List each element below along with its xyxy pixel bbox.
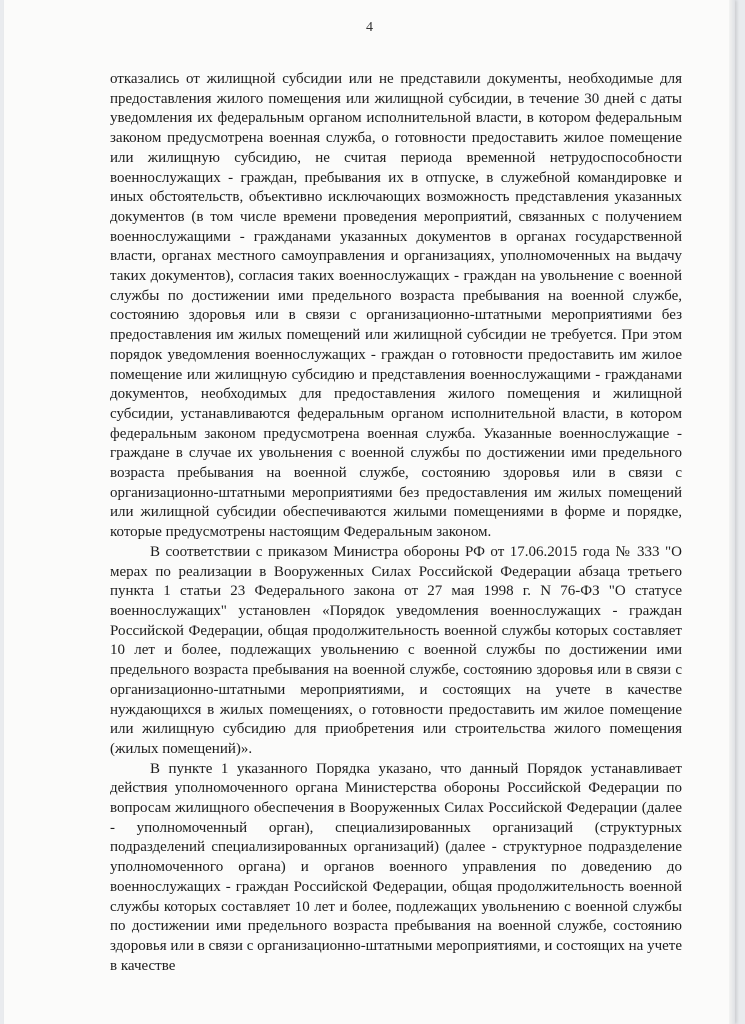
document-page	[4, 0, 735, 1024]
document-body	[110, 70, 682, 976]
scan-edge-shadow	[729, 0, 735, 1024]
paragraph-procedure-point-1: В пункте 1 указанного Порядка указано, что данный Порядок устанавливает действия уполномоченного органа Министерства обороны Российской Федерации по вопросам жилищного обеспечения в Вооруженных Силах Российской Федерации (далее - уполномоченный орган), специализированных организаций (структурных подразделений специализированных организаций) (далее - структурное подразделение уполномоченного органа) и органов военного управления по доведению до военнослужащих - граждан Российской Федерации, общая продолжительность военной службы которых составляет 10 лет и более, подлежащих увольнению с военной службы по достижении ими предельного возраста пребывания на военной службе, состоянию здоровья или в связи с организационно-штатными мероприятиями, и состоящих на учете в качестве	[110, 760, 682, 974]
page-number: 4	[366, 20, 373, 35]
paragraph-continuation: отказались от жилищной субсидии или не представили документы, необходимые для предоставления жилого помещения или жилищной субсидии, в течение 30 дней с даты уведомления их федеральным органом исполнительной власти, в котором федеральным законом предусмотрена военная служба, о готовности предоставить жилое помещение или жилищную субсидию, не считая периода временной нетрудоспособности военнослужащих - граждан, пребывания их в отпуске, в служебной командировке и иных обстоятельств, объективно исключающих возможность представления указанных документов (в том числе времени проведения мероприятий, связанных с получением военнослужащими - гражданами указанных документов в органах государственной власти, органах местного самоуправления и организациях, уполномоченных на выдачу таких документов), согласия таких военнослужащих - граждан на увольнение с военной службы по достижении ими предельного возраста пребывания на военной службе, состоянию здоровья или в связи с организационно-штатными мероприятиями без предоставления им жилых помещений или жилищной субсидии не требуется. При этом порядок уведомления военнослужащих - граждан о готовности предоставить им жилое помещение или жилищную субсидию и представления военнослужащими - гражданами документов, необходимых для предоставления жилого помещения и жилищной субсидии, устанавливаются федеральным органом исполнительной власти, в котором федеральным законом предусмотрена военная служба. Указанные военнослужащие - граждане в случае их увольнения с военной службы по достижении ими предельного возраста пребывания на военной службе, состоянию здоровья или в связи с организационно-штатными мероприятиями без предоставления им жилых помещений или жилищной субсидии обеспечиваются жилыми помещениями в форме и порядке, которые предусмотрены настоящим Федеральным законом.	[110, 71, 682, 541]
paragraph-order-333: В соответствии с приказом Министра обороны РФ от 17.06.2015 года № 333 "О мерах по реализации в Вооруженных Силах Российской Федерации абзаца третьего пункта 1 статьи 23 Федерального закона от 27 мая 1998 г. N 76-ФЗ "О статусе военнослужащих" установлен «Порядок уведомления военнослужащих - граждан Российской Федерации, общая продолжительность военной службы которых составляет 10 лет и более, подлежащих увольнению с военной службы по достижении ими предельного возраста пребывания на военной службе, состоянию здоровья или в связи с организационно-штатными мероприятиями, и состоящих на учете в качестве нуждающихся в жилых помещениях, о готовности предоставить им жилое помещение или жилищную субсидию для приобретения или строительства жилого помещения (жилых помещений)».	[110, 543, 682, 757]
